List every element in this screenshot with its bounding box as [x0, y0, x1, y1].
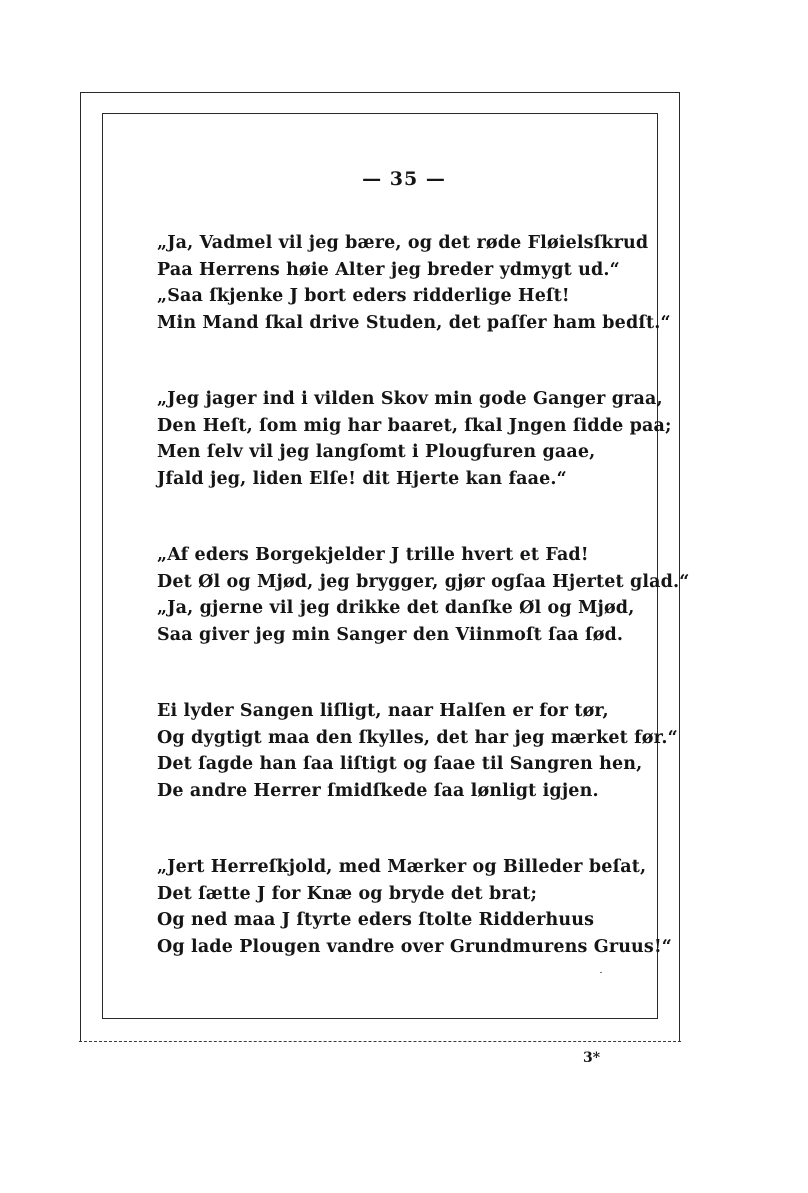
stanza-1: [157, 230, 671, 336]
verse-line: „Saa ſkjenke J bort eders ridderlige Heſt!: [157, 286, 570, 306]
verse-line: Jfald jeg, liden Elſe! dit Hjerte kan faae.“: [157, 468, 567, 489]
verse-line: Og lade Plougen vandre over Grundmurens Gruus!“: [157, 936, 672, 957]
print-speck: [600, 972, 602, 973]
verse-line: „Ja, Vadmel vil jeg bære, og det røde Fløielsſkrud: [157, 233, 649, 253]
page-number: — 35 —: [362, 168, 446, 190]
verse-line: „Jeg jager ind i vilden Skov min gode Ganger graa,: [157, 389, 663, 409]
verse-line: Saa giver jeg min Sanger den Viinmoſt ſaa ſød.: [157, 624, 624, 645]
verse-line: Og dygtigt maa den ſkylles, det har jeg mærket før.“: [157, 727, 678, 748]
stanza-3: [157, 542, 690, 648]
verse-line: Det ſagde han ſaa liſtigt og ſaae til Sangren hen,: [157, 754, 643, 774]
verse-line: Men ſelv vil jeg langſomt i Plougfuren gaae,: [157, 442, 596, 462]
verse-line: Den Heſt, ſom mig har baaret, ſkal Jngen ſidde paa;: [157, 415, 672, 436]
bottom-rule: [79, 1041, 681, 1042]
stanza-4: [157, 698, 678, 804]
verse-line: „Jert Herreſkjold, med Mærker og Billeder beſat,: [157, 857, 647, 877]
poem-body: [157, 230, 690, 1010]
verse-line: De andre Herrer ſmidſkede ſaa lønligt igjen.: [157, 780, 599, 801]
verse-line: Ei lyder Sangen liſligt, naar Halſen er for tør,: [157, 701, 609, 721]
verse-line: „Af eders Borgekjelder J trille hvert et Fad!: [157, 545, 589, 565]
verse-line: Det Øl og Mjød, jeg brygger, gjør ogſaa Hjertet glad.“: [157, 571, 690, 592]
verse-line: Min Mand ſkal drive Studen, det paſſer ham bedſt.“: [157, 312, 671, 333]
verse-line: Og ned maa J ſtyrte eders ſtolte Ridderhuus: [157, 910, 595, 930]
signature-mark: 3*: [583, 1050, 601, 1066]
verse-line: Det ſætte J for Knæ og bryde det brat;: [157, 883, 538, 904]
stanza-5: [157, 854, 672, 960]
stanza-2: [157, 386, 672, 492]
verse-line: Paa Herrens høie Alter jeg breder ydmygt ud.“: [157, 259, 620, 280]
verse-line: „Ja, gjerne vil jeg drikke det danſke Øl og Mjød,: [157, 598, 635, 618]
